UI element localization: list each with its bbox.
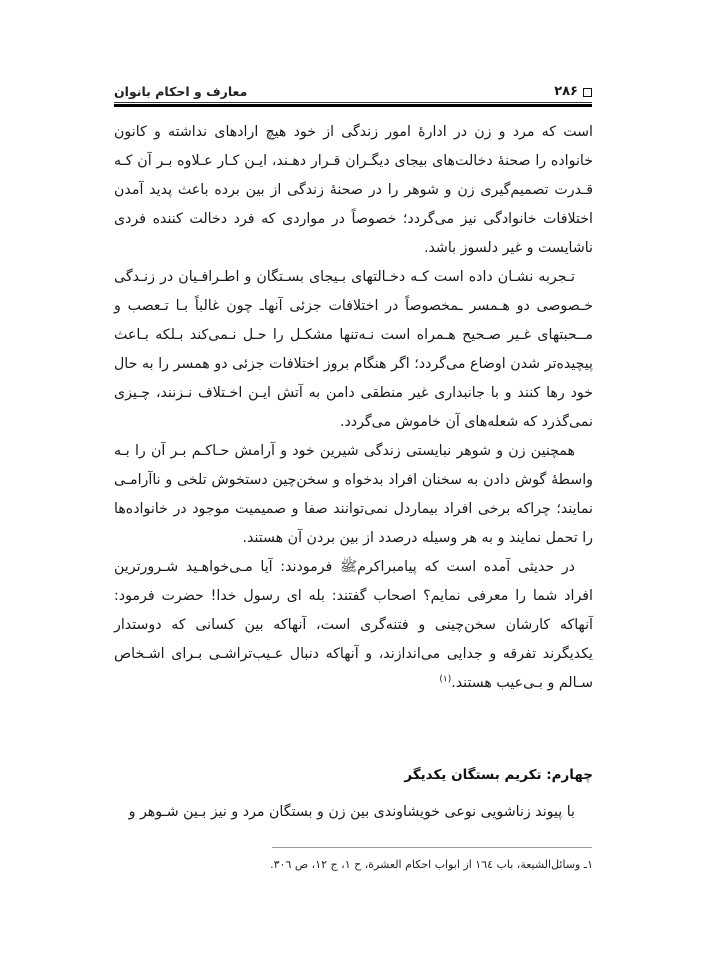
paragraph-3 <box>114 437 593 553</box>
section-heading: چهارم: تکریم بستگان یکدیگر <box>404 767 593 783</box>
paragraph-text: همچنین زن و شوهر نبایستی زندگی شیرین خود و آرامش حـاکـم بـر آن را بـه واسطهٔ گوش دادن به سخنان افراد بدخواه و سخن‌چین دستخوش تلخی و ناآرامـی نمایند؛ چراکه برخی افراد بیماردل نمی‌توانند صفا و صمیمیت موجود در خانواده‌ها را تحمل نمایند و به هر وسیله درصدد از بین بردن آن هستند. <box>114 443 593 546</box>
body-text <box>114 118 593 698</box>
footnote-reference[interactable]: (۱) <box>439 674 452 685</box>
book-title: معارف و احکام بانوان <box>114 84 248 99</box>
paragraph-text: در حدیثی آمده است که پیامبراکرمﷺ فرمودند: آیا مـی‌خواهـید شـرورترین افراد شما را معرفی نمایم؟ اصحاب گفتند: بله ای رسول خدا! حضرت فرمود: آنهاکه کارشان سخن‌چینی و فتنه‌گری است، آنهاکه بین کسانی که دوستدار یکدیگرند تفرقه و جدایی می‌اندازند، و آنهاکه دنبال عـیب‌تراشـی بـرای اشـخاص سـالم و بـی‌عیب هستند. <box>114 559 593 691</box>
section-first-line: با پیوند زناشویی نوعی خویشاوندی بین زن و بستگان مرد و نیز بـین شـوهر و <box>128 804 575 820</box>
square-box-icon <box>583 88 592 97</box>
footnote: ۱ـ وسائل‌الشیعة، باب ١٦٤ از ابواب احکام العشرة، ح ١، ج ١٢، ص ٣٠٦. <box>270 858 593 871</box>
paragraph-2 <box>114 263 593 437</box>
page-number: ۲۸۶ <box>554 84 578 99</box>
footnote-separator <box>272 847 592 848</box>
page-number-group <box>554 84 592 100</box>
header-rule-thick <box>114 104 592 107</box>
paragraph-text: تـجربه نشـان داده است کـه دخـالتهای بـیجای بسـتگان و اطـرافـیان در زنـدگی خـصوصی دو هـمسر ـمخصوصاً در اختلافات جزئی آنهاـ چون غالباً بـا تـعصب و مــحبتهای غـیر صـحیح هـمراه است نـه‌تنها مشکـل را حـل نـمی‌کند بـلکه بـاعث پیچیده‌تر شدن اوضاع می‌گردد؛ اگر هنگام بروز اختلافات جزئی دو همسر را به حال خود رها کنند و با جانبداری غیر منطقی دامن به آتش ایـن اخـتلاف نـزنند، چـیزی نمی‌گذرد که شعله‌های آن خاموش می‌گردد. <box>114 269 593 430</box>
paragraph-text: است که مرد و زن در ادارهٔ امور زندگی از خود هیچ ارادهای نداشته و کانون خانواده را صحنهٔ دخالت‌های بیجای دیگـران قـرار دهـند، ایـن کـار عـلاوه بـر آن کـه قـدرت تصمیم‌گیری زن و شوهر را در صحنهٔ زندگی از بین برده باعث پدید آمدن اختلافات خانوادگی نیز می‌گردد؛ خصوصاً در مواردی که فرد دخالت کننده فردی ناشایست و غیر دلسوز باشد. <box>114 124 593 256</box>
paragraph-1 <box>114 118 593 263</box>
header-rule-thin <box>114 102 592 103</box>
running-header <box>114 78 592 100</box>
paragraph-4 <box>114 553 593 698</box>
